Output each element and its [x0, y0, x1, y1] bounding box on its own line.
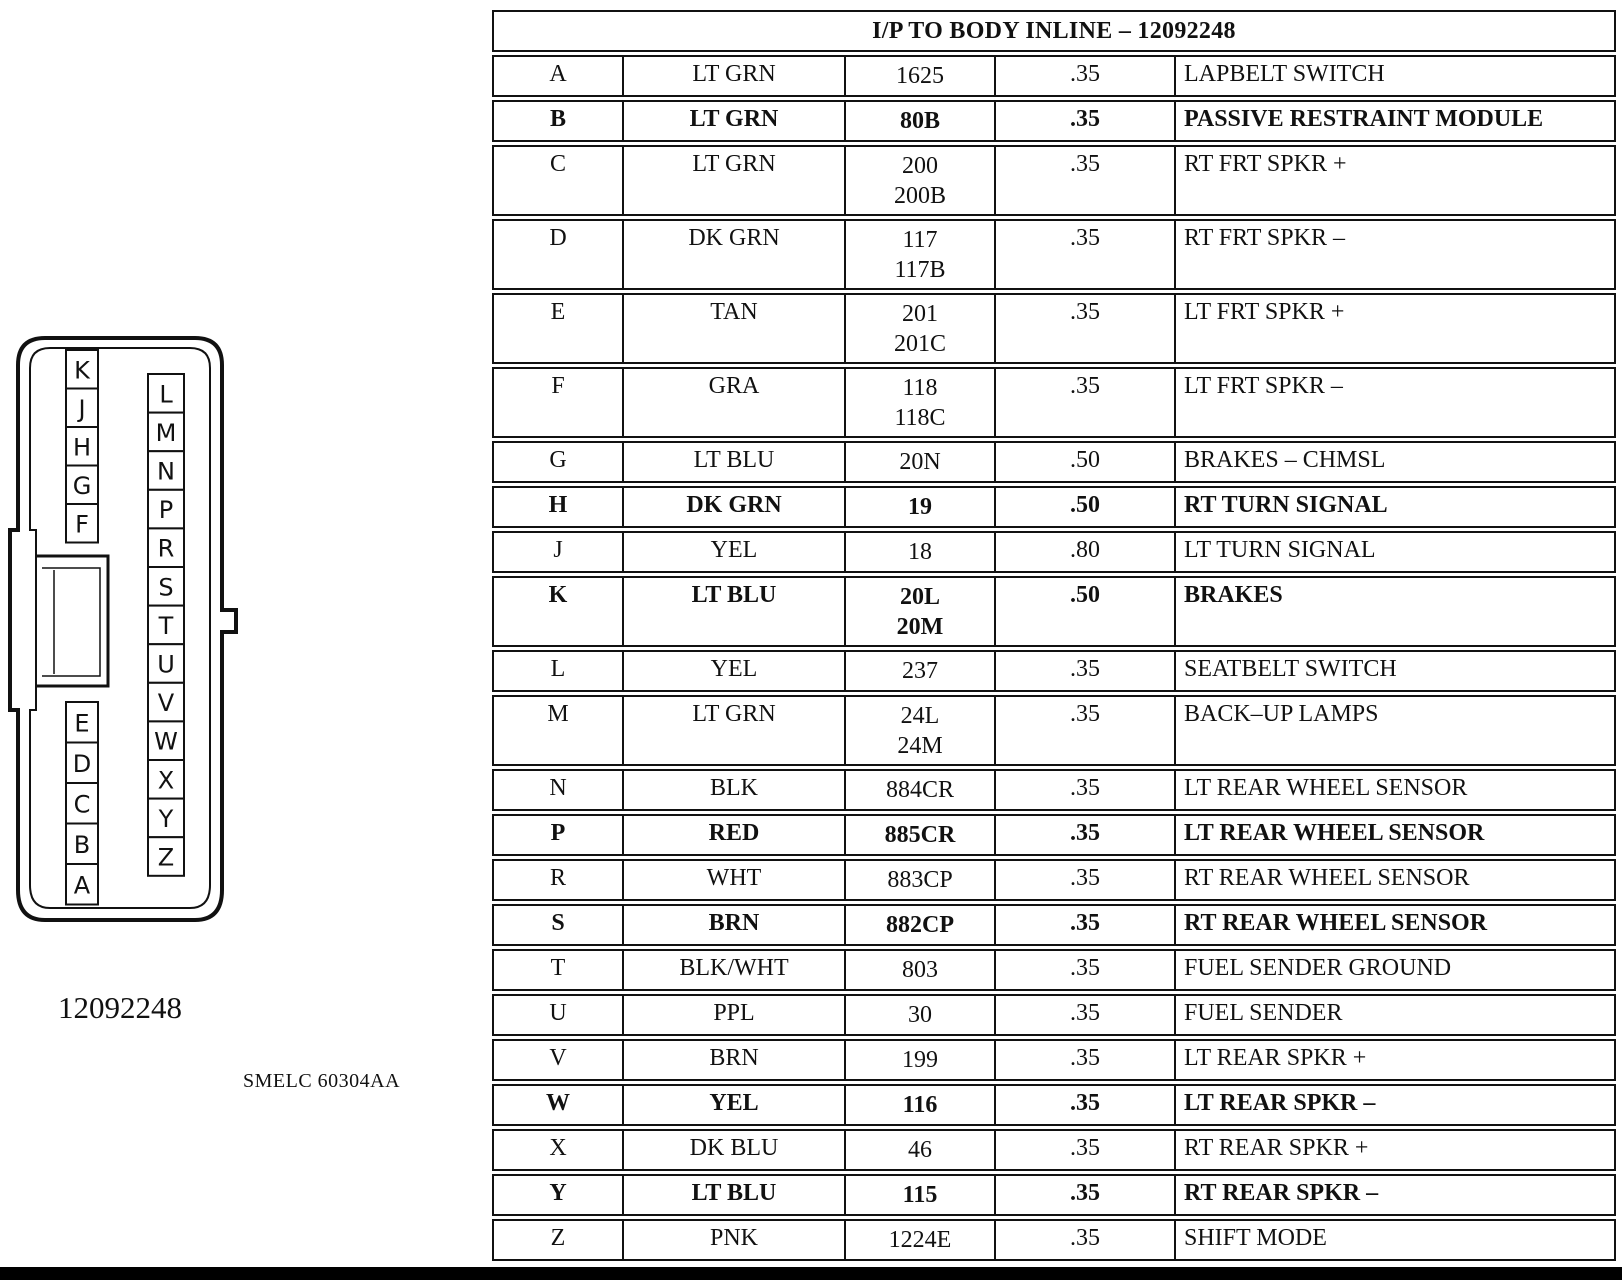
table-row [492, 994, 1616, 1036]
function-cell: RT FRT SPKR + [1184, 151, 1347, 177]
table-row [492, 904, 1616, 946]
circuit-number: 118C [894, 405, 946, 431]
wire-color-cell: LT BLU [624, 1176, 846, 1214]
table-row [492, 650, 1616, 692]
wire-color-cell: LT BLU [624, 443, 846, 481]
circuit-cell [846, 951, 996, 989]
connector-part-number: 12092248 [58, 990, 182, 1025]
circuit-cell [846, 102, 996, 140]
wire-color-cell: DK GRN [624, 221, 846, 288]
function-cell: RT FRT SPKR – [1184, 225, 1345, 251]
svg-text:C: C [73, 790, 91, 819]
circuit-cell [846, 1221, 996, 1259]
wire-color-cell: DK BLU [624, 1131, 846, 1169]
circuit-number: 116 [902, 1092, 938, 1118]
pin-h [66, 427, 98, 466]
pin-cell: U [494, 996, 624, 1034]
pin-a [66, 864, 98, 905]
pin-cell: R [494, 861, 624, 899]
wire-gauge-cell: .35 [996, 652, 1176, 690]
wire-gauge-cell: .50 [996, 488, 1176, 526]
bottom-border-bar [0, 1267, 1622, 1280]
table-title: I/P TO BODY INLINE – 12092248 [492, 10, 1616, 52]
pin-w [148, 721, 184, 760]
table-row [492, 219, 1616, 290]
pin-cell: E [494, 295, 624, 362]
circuit-number: 80B [899, 108, 940, 134]
wire-gauge-cell: .80 [996, 533, 1176, 571]
wire-color-cell: YEL [624, 652, 846, 690]
svg-text:N: N [157, 457, 175, 486]
circuit-cell [846, 57, 996, 95]
pin-cell: Y [494, 1176, 624, 1214]
pin-d [66, 743, 98, 784]
pin-r [148, 528, 184, 567]
svg-text:Y: Y [158, 804, 174, 833]
wire-color-cell: LT GRN [624, 102, 846, 140]
pin-cell: F [494, 369, 624, 436]
circuit-number: 803 [902, 957, 938, 983]
circuit-cell [846, 147, 996, 214]
function-cell: RT REAR SPKR + [1184, 1135, 1369, 1161]
pin-cell: V [494, 1041, 624, 1079]
pin-c [66, 783, 98, 824]
function-cell: LT REAR SPKR – [1184, 1090, 1376, 1116]
pin-cell: J [494, 533, 624, 571]
svg-text:V: V [157, 689, 175, 718]
table-row [492, 1084, 1616, 1126]
svg-text:S: S [158, 573, 174, 602]
pin-t [148, 606, 184, 645]
wire-gauge-cell: .35 [996, 369, 1176, 436]
function-cell: LAPBELT SWITCH [1184, 61, 1385, 87]
function-cell: LT FRT SPKR + [1184, 299, 1345, 325]
table-row [492, 100, 1616, 142]
wire-gauge-cell: .35 [996, 1176, 1176, 1214]
circuit-number: 201 [902, 301, 938, 327]
wire-gauge-cell: .35 [996, 697, 1176, 764]
svg-text:M: M [155, 418, 177, 447]
circuit-cell [846, 996, 996, 1034]
svg-text:A: A [73, 871, 91, 900]
table-row [492, 576, 1616, 647]
pin-s [148, 567, 184, 606]
pin-cell: P [494, 816, 624, 854]
pin-cell: Z [494, 1221, 624, 1259]
circuit-number: 1224E [888, 1227, 952, 1253]
circuit-cell [846, 1176, 996, 1214]
wire-gauge-cell: .35 [996, 221, 1176, 288]
circuit-number: 46 [908, 1137, 932, 1163]
wire-color-cell: LT BLU [624, 578, 846, 645]
circuit-number: 237 [902, 658, 938, 684]
circuit-number: 30 [908, 1002, 932, 1028]
wire-color-cell: LT GRN [624, 697, 846, 764]
wire-gauge-cell: .35 [996, 147, 1176, 214]
function-cell: RT REAR SPKR – [1184, 1180, 1379, 1206]
pin-z [148, 837, 184, 876]
table-row [492, 145, 1616, 216]
circuit-number: 882CP [886, 912, 954, 938]
pin-j [66, 389, 98, 428]
svg-text:R: R [157, 534, 175, 563]
table-row [492, 949, 1616, 991]
table-row [492, 367, 1616, 438]
pin-g [66, 466, 98, 505]
pin-cell: A [494, 57, 624, 95]
svg-text:Z: Z [157, 843, 175, 872]
wire-gauge-cell: .35 [996, 1086, 1176, 1124]
table-row [492, 1039, 1616, 1081]
function-cell: LT REAR WHEEL SENSOR [1184, 820, 1485, 846]
wire-color-cell: BRN [624, 906, 846, 944]
table-row [492, 695, 1616, 766]
wire-gauge-cell: .50 [996, 443, 1176, 481]
circuit-number: 19 [908, 494, 932, 520]
table-row [492, 293, 1616, 364]
circuit-cell [846, 816, 996, 854]
circuit-cell [846, 1131, 996, 1169]
connector-face-diagram [0, 330, 260, 950]
svg-text:F: F [75, 510, 89, 539]
pin-k [66, 350, 98, 389]
svg-text:P: P [158, 496, 174, 525]
wire-gauge-cell: .35 [996, 102, 1176, 140]
wire-color-cell: BLK [624, 771, 846, 809]
function-cell: RT REAR WHEEL SENSOR [1184, 910, 1488, 936]
wire-gauge-cell: .35 [996, 771, 1176, 809]
circuit-number: 885CR [884, 822, 956, 848]
circuit-cell [846, 369, 996, 436]
function-cell: FUEL SENDER GROUND [1184, 955, 1452, 981]
pin-b [66, 824, 98, 865]
table-row [492, 441, 1616, 483]
pin-e [66, 702, 98, 743]
table-row [492, 769, 1616, 811]
pin-cell: L [494, 652, 624, 690]
circuit-cell [846, 1086, 996, 1124]
wire-gauge-cell: .35 [996, 57, 1176, 95]
table-row [492, 55, 1616, 97]
svg-text:X: X [157, 766, 175, 795]
pin-cell: M [494, 697, 624, 764]
wire-gauge-cell: .35 [996, 816, 1176, 854]
circuit-cell [846, 697, 996, 764]
table-body [492, 55, 1616, 1261]
circuit-cell [846, 652, 996, 690]
wire-gauge-cell: .35 [996, 951, 1176, 989]
wire-color-cell: PNK [624, 1221, 846, 1259]
wire-color-cell: YEL [624, 533, 846, 571]
wire-gauge-cell: .35 [996, 906, 1176, 944]
pin-l [148, 374, 184, 413]
wire-color-cell: WHT [624, 861, 846, 899]
pin-n [148, 451, 184, 490]
table-row [492, 486, 1616, 528]
circuit-number: 115 [902, 1182, 938, 1208]
pin-y [148, 799, 184, 838]
table-row [492, 531, 1616, 573]
pin-cell: X [494, 1131, 624, 1169]
connector-outline [10, 338, 236, 920]
circuit-number: 201C [893, 331, 946, 357]
svg-text:B: B [73, 830, 91, 859]
circuit-cell [846, 488, 996, 526]
svg-text:K: K [74, 356, 90, 385]
pin-cell: T [494, 951, 624, 989]
wire-gauge-cell: .35 [996, 861, 1176, 899]
wire-color-cell: RED [624, 816, 846, 854]
function-cell: LT REAR WHEEL SENSOR [1184, 775, 1468, 801]
function-cell: LT TURN SIGNAL [1184, 537, 1376, 563]
circuit-number: 199 [902, 1047, 938, 1073]
wire-gauge-cell: .35 [996, 996, 1176, 1034]
circuit-cell [846, 443, 996, 481]
wire-color-cell: YEL [624, 1086, 846, 1124]
pin-cell: W [494, 1086, 624, 1124]
function-cell: SEATBELT SWITCH [1184, 656, 1397, 682]
function-cell: PASSIVE RESTRAINT MODULE [1184, 106, 1544, 132]
svg-text:G: G [72, 471, 92, 500]
function-cell: SHIFT MODE [1184, 1225, 1327, 1251]
pin-cell: S [494, 906, 624, 944]
svg-text:D: D [72, 749, 92, 778]
pin-cell: B [494, 102, 624, 140]
wire-gauge-cell: .35 [996, 1221, 1176, 1259]
wire-color-cell: LT GRN [624, 57, 846, 95]
pin-u [148, 644, 184, 683]
svg-text:W: W [154, 727, 178, 756]
circuit-number: 117B [894, 257, 946, 283]
pin-f [66, 504, 98, 543]
circuit-cell [846, 861, 996, 899]
wire-color-cell: DK GRN [624, 488, 846, 526]
wire-color-cell: GRA [624, 369, 846, 436]
svg-text:T: T [158, 611, 174, 640]
pin-cell: H [494, 488, 624, 526]
table-row [492, 859, 1616, 901]
function-cell: BRAKES [1184, 582, 1283, 608]
wire-gauge-cell: .35 [996, 1131, 1176, 1169]
pinout-table [492, 10, 1616, 1261]
wire-color-cell: PPL [624, 996, 846, 1034]
pin-cell: K [494, 578, 624, 645]
circuit-cell [846, 1041, 996, 1079]
circuit-number: 24M [897, 733, 943, 759]
circuit-number: 20N [899, 449, 941, 475]
wire-gauge-cell: .35 [996, 1041, 1176, 1079]
wire-color-cell: LT GRN [624, 147, 846, 214]
function-cell: RT REAR WHEEL SENSOR [1184, 865, 1470, 891]
function-cell: LT REAR SPKR + [1184, 1045, 1367, 1071]
circuit-number: 200B [893, 183, 946, 209]
pin-cell: C [494, 147, 624, 214]
circuit-number: 20M [896, 614, 944, 640]
wire-color-cell: BRN [624, 1041, 846, 1079]
pin-cell: N [494, 771, 624, 809]
circuit-number: 117 [902, 227, 938, 253]
table-row [492, 1174, 1616, 1216]
circuit-number: 18 [908, 539, 932, 565]
svg-text:L: L [159, 380, 173, 409]
table-row [492, 1129, 1616, 1171]
function-cell: LT FRT SPKR – [1184, 373, 1343, 399]
circuit-number: 883CP [887, 867, 953, 893]
function-cell: FUEL SENDER [1184, 1000, 1343, 1026]
table-row [492, 814, 1616, 856]
pin-cell: D [494, 221, 624, 288]
circuit-number: 200 [902, 153, 938, 179]
circuit-cell [846, 221, 996, 288]
circuit-number: 24L [900, 703, 940, 729]
circuit-cell [846, 771, 996, 809]
pin-p [148, 490, 184, 529]
pin-m [148, 413, 184, 452]
right-pin-column [148, 374, 184, 876]
pin-x [148, 760, 184, 799]
svg-text:H: H [72, 433, 92, 462]
circuit-cell [846, 533, 996, 571]
svg-text:J: J [78, 394, 86, 423]
circuit-cell [846, 295, 996, 362]
table-row [492, 1219, 1616, 1261]
circuit-cell [846, 578, 996, 645]
wire-gauge-cell: .50 [996, 578, 1176, 645]
function-cell: BACK–UP LAMPS [1184, 701, 1379, 727]
svg-text:E: E [74, 709, 90, 738]
svg-text:U: U [157, 650, 175, 679]
pin-v [148, 683, 184, 722]
circuit-number: 118 [902, 375, 938, 401]
circuit-number: 20L [899, 584, 940, 610]
function-cell: BRAKES – CHMSL [1184, 447, 1386, 473]
wire-gauge-cell: .35 [996, 295, 1176, 362]
circuit-number: 884CR [885, 777, 954, 803]
circuit-cell [846, 906, 996, 944]
function-cell: RT TURN SIGNAL [1184, 492, 1388, 518]
wire-color-cell: TAN [624, 295, 846, 362]
drawing-code: SMELC 60304AA [243, 1070, 401, 1092]
wire-color-cell: BLK/WHT [624, 951, 846, 989]
circuit-number: 1625 [896, 63, 944, 89]
pin-cell: G [494, 443, 624, 481]
